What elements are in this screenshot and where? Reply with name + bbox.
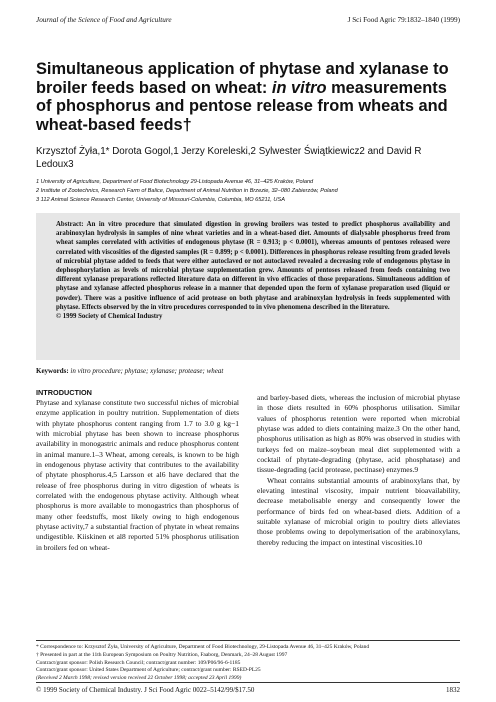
abstract-text: Abstract: An in vitro procedure that simulated digestion in growing broilers was tested to predict phosphorus availability and arabinoxylan hydrolysis in samples of nine wheat varieties and in a wheat-based diet. Amounts of dialysable phosphorus freed from wheat samples correlated with activities of endogenous phytase (R = 0.913; p < 0.0001), whereas amounts of pentoses released were correlated with viscosities of the digested samples (R = 0.899; p < 0.0001). Differences in phosphorus release resulting from graded levels of microbial phytase added to feeds that were either autoclaved or not autoclaved revealed a decreasing role of endogenous phytase in dephosphorylation as levels of microbial phytase supplementation grew. Amounts of pentoses released from feeds containing two different xylanase preparations reflected literature data on different in vivo efficacies of those preparations. Simultaneous addition of phytase and xylanase affected phosphorus release in a manner that depended upon the form of xylanase preparation used (liquid or powder). There was a positive influence of acid protease on both phytase and arabinoxylan hydrolysis in feeds supplemented with phytase. Effects observed by the in vitro procedures corresponded to in vivo phenomena described in the literature. xyxy=(56,221,450,311)
footer-copyright: © 1999 Society of Chemical Industry. J Sci Food Agric 0022–5142/99/$17.50 xyxy=(36,686,255,694)
footnote-grant-2: Contract/grant sponsor: United States Department of Agriculture; contract/grant number: RSED-PL25 xyxy=(36,667,261,674)
footnote-grant-1: Contract/grant sponsor: Polish Research Council; contract/grant number: 109/P06/96-6-1185 xyxy=(36,659,241,666)
section-heading-introduction: INTRODUCTION xyxy=(36,388,92,397)
affiliations xyxy=(36,178,476,205)
author-list: Krzysztof Żyła,1* Dorota Gogol,1 Jerzy Koreleski,2 Sylwester Świątkiewicz2 and David R Ledoux3 xyxy=(36,146,422,170)
abstract xyxy=(56,220,450,321)
affiliation-2: 2 Institute of Zootechnics, Research Farm of Balice, Department of Animal Nutrition in Brzezie, 32–080 Zabierzów, Poland xyxy=(36,187,338,194)
affiliation-3: 3 112 Animal Science Research Center, University of Missouri-Columbia, Columbia, MO 65211, USA xyxy=(36,196,285,203)
footer-rule xyxy=(36,682,460,683)
intro-paragraph-1: Phytase and xylanase constitute two successful niches of microbial enzyme application in poultry nutrition. Supplementation of diets with phytate phosphorus content ranging from 1.7 to 3.0 g kg−1 with microbial phytase has been shown to increase phosphorus availability in monogastric animals and reduce phosphorus content in animal manure.1–3 Wheat, among cereals, is known to be high in endogenous phytase activity that contributes to the availability of phytate phosphorus.4,5 Larsson et al6 have declared that the release of free phosphorus during in vitro digestion of wheats is correlated with the endogenous phytase activity. Although wheat phosphorus is more available to monogastrics than phosphorus of many other feedstuffs, most likely owing to high endogenous phytase activity,7 a substantial fraction of phytate in wheat remains undigestible. Kiiskinen et al8 reported 51% phosphorus utilisation in broilers fed on wheat- xyxy=(36,398,239,552)
keywords-text: in vitro procedure; phytase; xylanase; protease; wheat xyxy=(70,367,224,375)
page-footer xyxy=(36,686,460,694)
footnote-rule xyxy=(36,640,460,641)
keywords xyxy=(36,367,456,375)
footnote-presented: † Presented in part at the 11th European Symposium on Poultry Nutrition, Faaborg, Denmark, 24–28 August 1997 xyxy=(36,651,288,658)
footnotes xyxy=(36,644,466,683)
citation: J Sci Food Agric 79:1832–1840 (1999) xyxy=(347,16,460,24)
running-header xyxy=(36,16,460,24)
footnote-received: (Received 2 March 1998; revised version received 22 October 1998; accepted 23 April 1999) xyxy=(36,675,242,682)
intro-paragraph-3: Wheat contains substantial amounts of arabinoxylans that, by elevating intestinal viscosity, impair nutrient bioavailability, decrease metabolisable energy and consequently lower the performance of birds fed on wheat-based diets. Addition of a suitable xylanase of microbial origin to poultry diets alleviates those problems owing to depolymerisation of the arabinoxylans, thereby reducing the impact on intestinal viscosities.10 xyxy=(257,475,460,547)
journal-name: Journal of the Science of Food and Agriculture xyxy=(36,16,172,24)
page-number: 1832 xyxy=(446,686,460,694)
footnote-correspondence: * Correspondence to: Krzysztof Żyła, University of Agriculture, Department of Food Biotechnology, 29-Listopada Avenue 46, 31–425 Kraków, Poland xyxy=(36,644,370,650)
left-column xyxy=(36,388,239,553)
intro-paragraph-2: and barley-based diets, whereas the inclusion of microbial phytase in those diets resulted in 60% phosphorus utilisation. Similar values of phosphorus retention were reported when microbial phytase was added to diets containing maize.3 On the other hand, phosphorus utilisation as high as 80% was observed in studies with turkeys fed on maize–soybean meal diet supplemented with a cocktail of phytate-degrading (phytase, acid phosphatase) and tissue-degrading (acid protease, pectinase) enzymes.9 xyxy=(257,393,460,475)
abstract-copyright: © 1999 Society of Chemical Industry xyxy=(56,313,163,321)
right-column xyxy=(257,393,460,548)
affiliation-1: 1 University of Agriculture, Department of Food Biotechnology 29-Listopada Avenue 46, 31–425 Kraków, Poland xyxy=(36,179,314,185)
article-title: Simultaneous application of phytase and xylanase to broiler feeds based on wheat: in vitro measurements of phosphorus and pentose release from wheats and wheat-based feeds† xyxy=(36,60,449,134)
keywords-label: Keywords: xyxy=(36,367,69,375)
